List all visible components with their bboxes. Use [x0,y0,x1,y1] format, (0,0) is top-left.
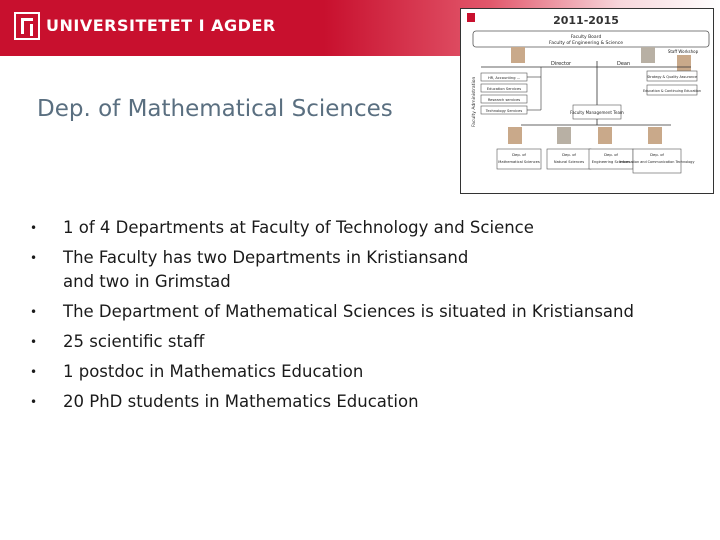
bullet-text: 1 postdoc in Mathematics Education [63,362,364,381]
bullet-text-continued: and two in Grimstad [63,272,231,291]
bullet-text: 1 of 4 Departments at Faculty of Technology and Science [63,218,534,237]
director-label: Director [551,61,572,67]
department-name: Engineering Sciences [591,160,631,164]
bullet-icon: • [30,335,38,349]
staff-photo [677,55,691,71]
bullet-list [30,216,710,414]
admin-item-label: Research services [487,98,521,102]
dean-label: Dean [617,61,631,67]
department-name: Mathematical Sciences [498,160,540,164]
university-name: UNIVERSITETET I AGDER [46,16,276,35]
board-sub-label: Faculty of Engineering & Science [549,41,623,46]
bullet-icon: • [30,365,38,379]
department-head-photo [508,127,522,144]
bullet-item [30,390,710,414]
bullet-icon: • [30,305,38,319]
admin-item-label: Technology Services [485,109,523,113]
department-2 [547,127,591,169]
bullet-item [30,360,710,384]
slide-title: Dep. of Mathematical Sciences [37,96,393,122]
strategy-label: Strategy & Quality Assurance [646,75,698,79]
university-logo-icon [14,12,40,40]
board-label: Faculty Board [570,35,602,40]
department-name: Natural Sciences [553,160,585,164]
org-chart-diagram [461,9,713,193]
org-logo-icon [467,13,475,22]
department-head-label: Dep. of [604,152,618,157]
director-photo [511,47,525,63]
staff-workshop-label: Staff Workshop [667,49,699,54]
admin-item-label: Education Services [486,87,522,91]
management-label: Faculty Management Team [570,110,624,115]
department-head-label: Dep. of [512,152,526,157]
bullet-text: The Department of Mathematical Sciences is situated in Kristiansand [63,302,634,321]
department-head-photo [598,127,612,144]
bullet-item [30,216,710,240]
org-chart [460,8,714,194]
bullet-item [30,330,710,354]
bullet-icon: • [30,221,38,235]
bullet-text: 20 PhD students in Mathematics Education [63,392,419,411]
department-head-label: Dep. of [562,152,576,157]
bullet-item [30,300,710,324]
department-head-photo [557,127,571,144]
department-1 [497,127,541,169]
department-head-label: Dep. of [650,152,664,157]
dean-photo [641,47,655,63]
department-head-photo [648,127,662,144]
side-label: Faculty Administration [472,76,477,127]
org-title: 2011-2015 [553,14,619,27]
bullet-icon: • [30,395,38,409]
education-label: Education & Continuing Education [642,89,702,93]
department-name: Information and Communication Technology [619,160,695,164]
admin-item-label: HR, Accounting ... [487,76,521,80]
bullet-item [30,246,710,294]
bullet-text: The Faculty has two Departments in Kristiansand [63,248,469,267]
bullet-text: 25 scientific staff [63,332,205,351]
bullet-icon: • [30,251,38,265]
